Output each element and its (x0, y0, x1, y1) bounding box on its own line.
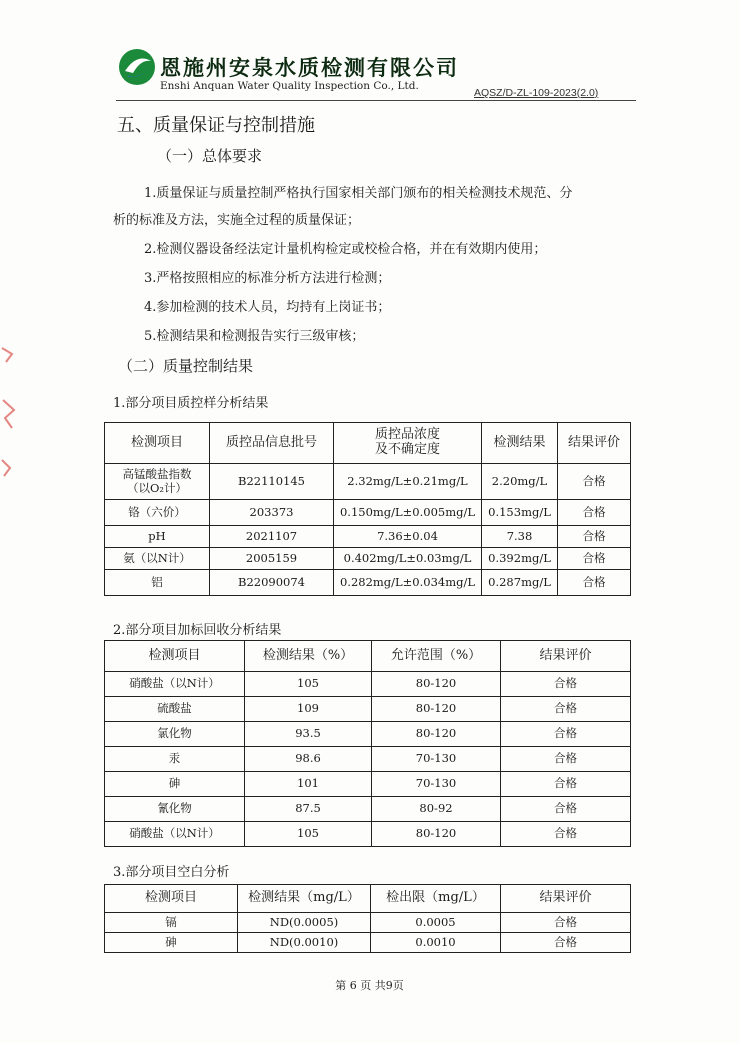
item-cell: 砷 (105, 772, 245, 797)
item-cell: 汞 (105, 747, 245, 772)
header-cell: 结果评价 (501, 885, 631, 913)
table2-title: 2.部分项目加标回收分析结果 (113, 623, 282, 638)
batch-cell: B22090074 (210, 570, 334, 596)
result-cell: ND(0.0005) (238, 913, 371, 933)
header-cell: 质控品信息批号 (210, 423, 334, 464)
result-cell: 105 (245, 672, 372, 697)
item-cell: 硝酸盐（以N计） (105, 822, 245, 847)
table-header-row (105, 423, 631, 464)
document-code: AQSZ/D-ZL-109-2023(2.0) (474, 87, 599, 99)
batch-cell: 2021107 (210, 526, 334, 548)
subsection-qc-results: （二）质量控制结果 (118, 357, 254, 375)
table-row (105, 697, 631, 722)
spike-recovery-table (104, 640, 631, 847)
eval-cell: 合格 (558, 500, 631, 526)
item-cell (105, 464, 210, 500)
result-cell: 0.287mg/L (482, 570, 558, 596)
header-line: 质控品浓度 (374, 427, 440, 443)
limit-cell: 0.0005 (371, 913, 501, 933)
blank-analysis-table (104, 884, 631, 953)
seal-fragment (0, 340, 22, 490)
eval-cell: 合格 (501, 933, 631, 953)
table1-title: 1.部分项目质控样分析结果 (113, 396, 269, 411)
paragraph-2: 2.检测仪器设备经法定计量机构检定或校检合格，并在有效期内使用； (144, 242, 547, 257)
item-cell: 镉 (105, 913, 238, 933)
company-name-en: Enshi Anquan Water Quality Inspection Co., Ltd. (160, 80, 419, 92)
conc-cell: 0.150mg/L±0.005mg/L (334, 500, 482, 526)
table3-title: 3.部分项目空白分析 (113, 865, 230, 880)
conc-cell: 7.36±0.04 (334, 526, 482, 548)
table-row (105, 526, 631, 548)
qc-sample-table (104, 422, 631, 596)
table-row (105, 548, 631, 570)
table-row (105, 747, 631, 772)
conc-cell: 2.32mg/L±0.21mg/L (334, 464, 482, 500)
result-cell: 109 (245, 697, 372, 722)
header-cell (334, 423, 482, 464)
table-header-row (105, 885, 631, 913)
paragraph-1-line-2: 析的标准及方法，实施全过程的质量保证； (113, 213, 361, 228)
paragraph-1-line-1: 1.质量保证与质量控制严格执行国家相关部门颁布的相关检测技术规范、分 (144, 186, 573, 201)
item-line: 高锰酸盐指数 (122, 467, 192, 482)
table-row (105, 933, 631, 953)
table-row (105, 822, 631, 847)
result-cell: 105 (245, 822, 372, 847)
header-cell: 检测项目 (105, 641, 245, 672)
item-cell: 氰化物 (105, 797, 245, 822)
eval-cell: 合格 (501, 797, 631, 822)
header-cell: 检测项目 (105, 423, 210, 464)
company-name-cn: 恩施州安泉水质检测有限公司 (160, 55, 459, 80)
batch-cell: 203373 (210, 500, 334, 526)
header-rule (116, 100, 636, 101)
item-cell: 氨（以N计） (105, 548, 210, 570)
range-cell: 70-130 (372, 747, 501, 772)
table-header-row (105, 641, 631, 672)
page-number: 第 6 页 共9页 (335, 979, 404, 992)
header-cell: 结果评价 (501, 641, 631, 672)
header-cell: 检测结果（%） (245, 641, 372, 672)
eval-cell: 合格 (558, 464, 631, 500)
eval-cell: 合格 (501, 672, 631, 697)
range-cell: 80-120 (372, 722, 501, 747)
result-cell: ND(0.0010) (238, 933, 371, 953)
batch-cell: B22110145 (210, 464, 334, 500)
company-logo (117, 47, 157, 87)
table-row (105, 672, 631, 697)
table-row (105, 913, 631, 933)
eval-cell: 合格 (501, 822, 631, 847)
conc-cell: 0.282mg/L±0.034mg/L (334, 570, 482, 596)
header-cell: 结果评价 (558, 423, 631, 464)
item-line: （以O₂计） (126, 480, 188, 495)
item-cell: 砷 (105, 933, 238, 953)
header-line: 及不确定度 (374, 442, 440, 457)
eval-cell: 合格 (501, 913, 631, 933)
eval-cell: 合格 (501, 722, 631, 747)
table-row (105, 722, 631, 747)
section-title: 五、质量保证与控制措施 (117, 115, 315, 136)
result-cell: 7.38 (482, 526, 558, 548)
result-cell: 93.5 (245, 722, 372, 747)
table-row (105, 797, 631, 822)
limit-cell: 0.0010 (371, 933, 501, 953)
table-row (105, 772, 631, 797)
table-row (105, 500, 631, 526)
range-cell: 80-120 (372, 822, 501, 847)
eval-cell: 合格 (558, 548, 631, 570)
eval-cell: 合格 (558, 526, 631, 548)
item-cell: 铬（六价） (105, 500, 210, 526)
subsection-general: （一）总体要求 (157, 147, 263, 165)
result-cell: 87.5 (245, 797, 372, 822)
header-cell: 允许范围（%） (372, 641, 501, 672)
item-cell: pH (105, 526, 210, 548)
eval-cell: 合格 (558, 570, 631, 596)
item-cell: 氯化物 (105, 722, 245, 747)
range-cell: 80-92 (372, 797, 501, 822)
table-row (105, 464, 631, 500)
conc-cell: 0.402mg/L±0.03mg/L (334, 548, 482, 570)
table-row (105, 570, 631, 596)
item-cell: 硝酸盐（以N计） (105, 672, 245, 697)
paragraph-5: 5.检测结果和检测报告实行三级审核； (144, 329, 365, 344)
result-cell: 0.153mg/L (482, 500, 558, 526)
eval-cell: 合格 (501, 747, 631, 772)
header-cell: 检测结果（mg/L） (238, 885, 371, 913)
item-cell: 硫酸盐 (105, 697, 245, 722)
range-cell: 80-120 (372, 672, 501, 697)
paragraph-4: 4.参加检测的技术人员，均持有上岗证书； (144, 300, 391, 315)
result-cell: 98.6 (245, 747, 372, 772)
result-cell: 101 (245, 772, 372, 797)
header-cell: 检测结果 (482, 423, 558, 464)
eval-cell: 合格 (501, 772, 631, 797)
batch-cell: 2005159 (210, 548, 334, 570)
result-cell: 0.392mg/L (482, 548, 558, 570)
header-cell: 检测项目 (105, 885, 238, 913)
header-cell: 检出限（mg/L） (371, 885, 501, 913)
result-cell: 2.20mg/L (482, 464, 558, 500)
paragraph-3: 3.严格按照相应的标准分析方法进行检测； (144, 271, 391, 286)
item-cell: 铝 (105, 570, 210, 596)
range-cell: 70-130 (372, 772, 501, 797)
eval-cell: 合格 (501, 697, 631, 722)
range-cell: 80-120 (372, 697, 501, 722)
